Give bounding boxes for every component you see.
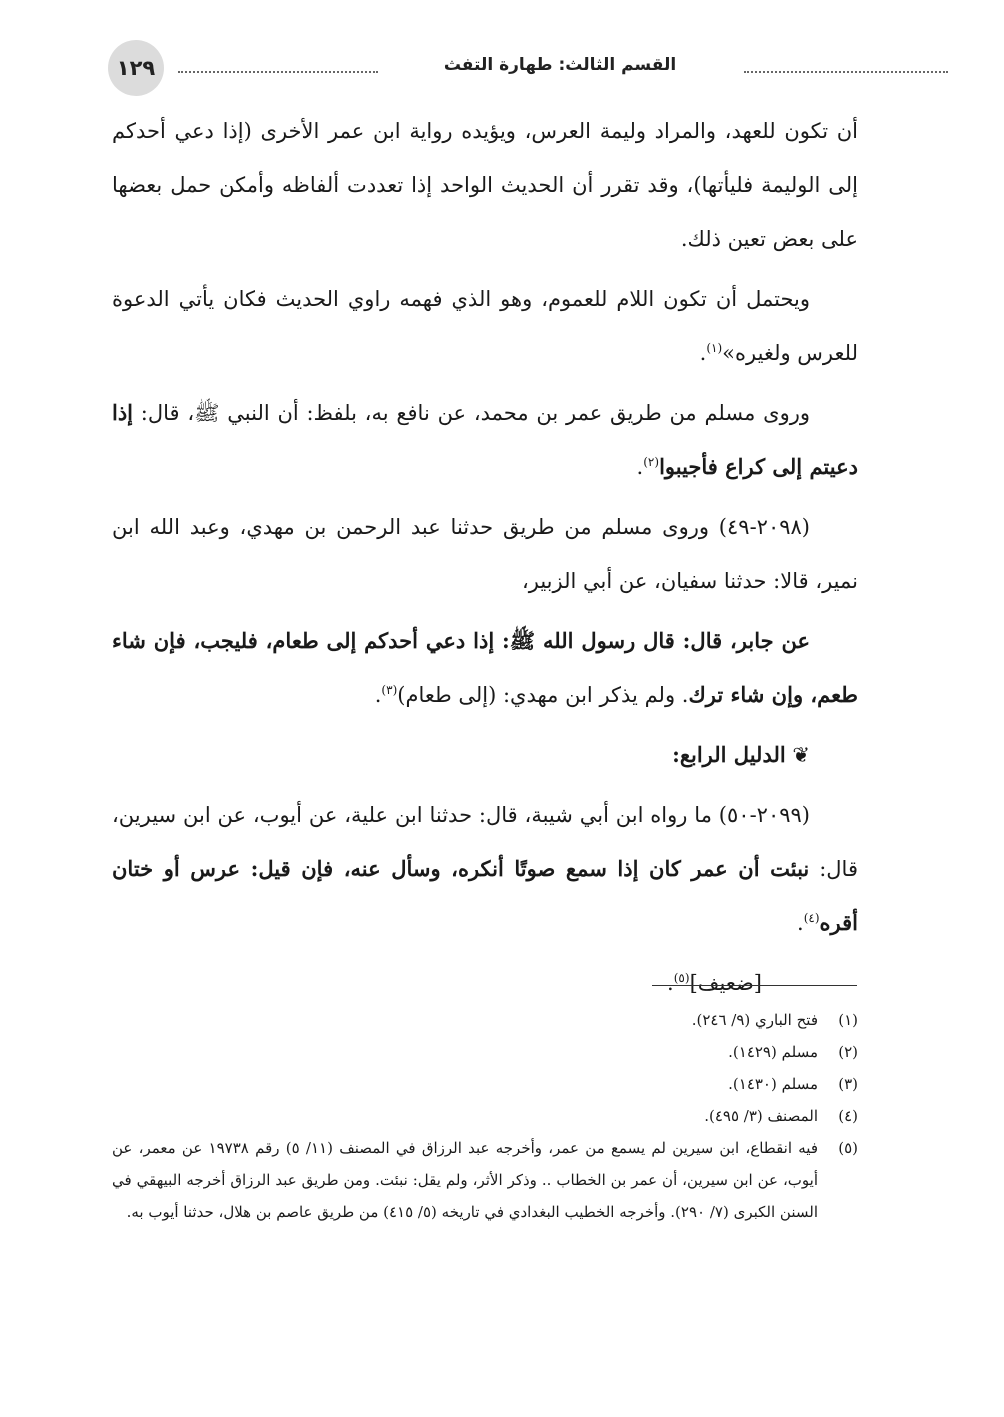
footnote-text: مسلم (١٤٣٠). — [728, 1075, 818, 1093]
paragraph-4 — [112, 500, 858, 608]
grading-text: [ضعيف] — [689, 971, 762, 995]
page-header — [108, 40, 848, 100]
chapter-title: القسم الثالث: طهارة التفث — [443, 55, 677, 75]
paragraph-6-text: (٢٠٩٩-٥٠) ما رواه ابن أبي شيبة، قال: حدثنا ابن علية، عن أيوب، عن ابن سيرين، قال: — [112, 803, 858, 881]
footnote-separator — [652, 985, 857, 986]
leaf-ornament-icon: ❦ — [792, 743, 810, 767]
footnote-number: (١) — [838, 1011, 858, 1029]
footnote-number: (٤) — [838, 1107, 858, 1125]
paragraph-3-text: وروى مسلم من طريق عمر بن محمد، عن نافع به، بلفظ: أن النبي ﷺ، قال: — [133, 401, 810, 425]
footnote-3 — [112, 1068, 858, 1100]
footnote-1 — [112, 1004, 858, 1036]
footnote-number: (٣) — [838, 1075, 858, 1093]
paragraph-5-end: . — [374, 683, 382, 707]
footnote-ref-4[interactable]: (٤) — [803, 911, 820, 925]
section-heading — [112, 728, 858, 782]
paragraph-2 — [112, 272, 858, 380]
paragraph-6-end: . — [797, 911, 804, 935]
paragraph-3-end: . — [636, 455, 644, 479]
footnote-text: مسلم (١٤٢٩). — [728, 1043, 818, 1061]
section-heading-text: الدليل الرابع: — [672, 742, 786, 767]
paragraph-1 — [112, 104, 858, 266]
hadith-text-1: إذا دعيتم إلى كراع فأجيبوا — [112, 400, 858, 479]
footnote-ref-5[interactable]: (٥) — [673, 971, 690, 985]
footnote-text: فيه انقطاع، ابن سيرين لم يسمع من عمر، وأخرجه عبد الرزاق في المصنف (١١/ ٥) رقم ١٩٧٣٨ عن معمر، عن أيوب، عن ابن سيرين، أن عمر بن الخطاب .. وذكر الأثر، ولم يقل: نبئت. ومن طريق عبد الرزاق أخرجه البيهقي في السنن الكبرى (٧/ ٢٩٠). وأخرجه الخطيب البغدادي في تاريخه (٥/ ٤١٥) من طريق عاصم بن هلال، حدثنا أيوب به. — [112, 1139, 819, 1221]
footnote-text: فتح الباري (٩/ ٢٤٦). — [691, 1011, 818, 1029]
page-number: ١٢٩ — [108, 40, 164, 96]
paragraph-7-end: . — [667, 971, 674, 995]
footnote-number: (٢) — [838, 1043, 858, 1061]
footnotes — [112, 1004, 858, 1228]
paragraph-2-text: ويحتمل أن تكون اللام للعموم، وهو الذي فهمه راوي الحديث فكان يأتي الدعوة للعرس ولغيره» — [112, 287, 858, 365]
hadith-text-2: عن جابر، قال: قال رسول الله ﷺ: إذا دعي أحدكم إلى طعام، فليجب، فإن شاء طعم، وإن شاء ترك — [112, 628, 858, 707]
footnote-5 — [112, 1132, 858, 1228]
paragraph-3 — [112, 386, 858, 494]
footnote-ref-3[interactable]: (٣) — [381, 683, 398, 697]
paragraph-4-text: (٢٠٩٨-٤٩) وروى مسلم من طريق حدثنا عبد الرحمن بن مهدي، وعبد الله ابن نمير، قالا: حدثنا سفيان، عن أبي الزبير، — [112, 515, 858, 593]
footnote-number: (٥) — [838, 1139, 858, 1157]
paragraph-1-text: أن تكون للعهد، والمراد وليمة العرس، ويؤيده رواية ابن عمر الأخرى (إذا دعي أحدكم إلى الوليمة فليأتها)، وقد تقرر أن الحديث الواحد إذا تعددت ألفاظه وأمكن حمل بعضها على بعض تعين ذلك. — [112, 119, 858, 251]
header-dots-left — [178, 71, 378, 73]
paragraph-7 — [112, 956, 858, 1010]
paragraph-6 — [112, 788, 858, 950]
footnote-text: المصنف (٣/ ٤٩٥). — [704, 1107, 818, 1125]
footnote-ref-1[interactable]: (١) — [706, 341, 723, 355]
paragraph-5 — [112, 614, 858, 722]
paragraph-2-end: . — [699, 341, 707, 365]
paragraph-5-text: . ولم يذكر ابن مهدي: (إلى طعام) — [397, 683, 689, 707]
footnote-ref-2[interactable]: (٢) — [643, 455, 660, 469]
athar-text: نبئت أن عمر كان إذا سمع صوتًا أنكره، وسأل عنه، فإن قيل: عرس أو ختان أقره — [112, 856, 858, 935]
footnote-2 — [112, 1036, 858, 1068]
header-dots-right — [744, 71, 948, 73]
footnote-4 — [112, 1100, 858, 1132]
main-text — [112, 104, 858, 1016]
